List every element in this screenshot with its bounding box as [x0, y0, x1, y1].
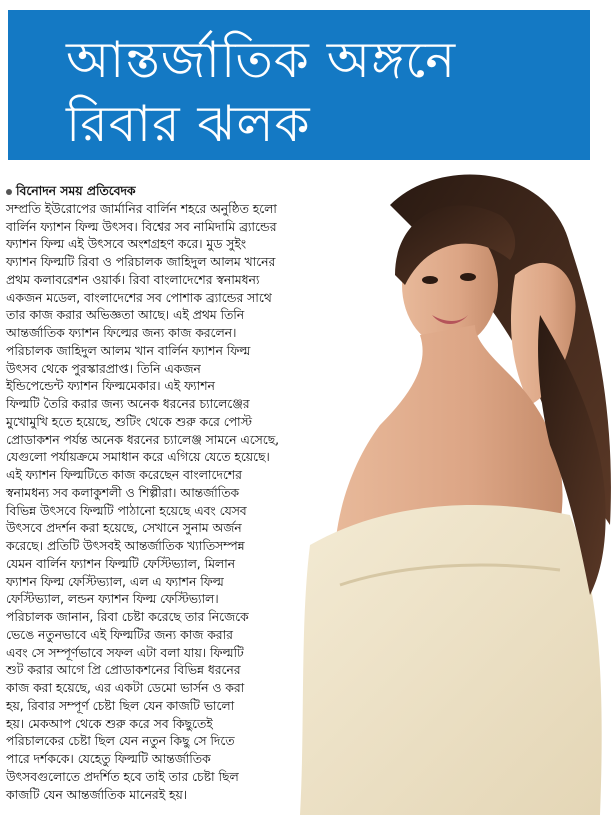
article-line: এবং সে সম্পূর্ণভাবে সফল এটা বলা যায়। ফিল্মটি: [6, 645, 244, 660]
article-line: ফ্যাশন ফিল্মটি রিবা ও পরিচালক জাহিদুল আলম খানের: [6, 255, 276, 269]
article-line: কাজ করা হয়েছে, এর একটা ডেমো ভার্সন ও করা: [6, 681, 245, 695]
article-line: শুট করার আগে প্রি প্রোডাকশনের বিভিন্ন ধরনের: [6, 663, 241, 678]
headline-box: [8, 10, 590, 160]
article-lines: [6, 201, 378, 805]
article-line: যেমন বার্লিন ফ্যাশন ফিল্মটি ফেস্টিভ্যাল, মিলান: [6, 556, 235, 571]
article-line: বিভিন্ন উৎসবে ফিল্মটি পাঠানো হয়েছে এবং যেসব: [6, 503, 247, 518]
article-line: পরিচালকের চেষ্টা ছিল যেন নতুন কিছু সে দিতে: [6, 734, 235, 749]
article-line: হয়, রিবার সম্পূর্ণ চেষ্টা ছিল যেন কাজটি ভালো: [6, 698, 235, 713]
article-line: স্বনামধন্য সব কলাকুশলী ও শিল্পীরা। আন্তর্জাতিক: [6, 485, 240, 500]
article-line: যেগুলো পর্যায়ক্রমে সমাধান করে এগিয়ে যেতে হয়েছে।: [6, 450, 270, 465]
bullet-icon: [6, 189, 12, 195]
article-line: প্রোডাকশন পর্যন্ত অনেক ধরনের চ্যালেঞ্জ সামনে এসেছে,: [6, 432, 280, 447]
byline: [6, 183, 378, 201]
article-line: ফ্যাশন ফিল্ম ফেস্টিভ্যাল, এল এ ফ্যাশন ফিল্ম: [6, 574, 224, 589]
article-line: সম্প্রতি ইউরোপের জার্মানির বার্লিন শহরে অনুষ্ঠিত হলো: [6, 201, 277, 216]
article-line: প্রথম কলাবরেশন ওয়ার্ক। রিবা বাংলাদেশের স্বনামধন্য: [6, 272, 260, 287]
article-line: ফ্যাশন ফিল্ম এই উৎসবে অংশগ্রহণ করে। মুড সুইং: [6, 237, 247, 252]
article-line: উৎসব থেকে পুরস্কারপ্রাপ্ত। তিনি একজন: [6, 361, 201, 376]
article-line: উৎসবে প্রদর্শন করা হয়েছে, সেখানে সুনাম অর্জন: [6, 521, 242, 536]
article-line: পরিচালক জানান, রিবা চেষ্টা করেছে তার নিজেকে: [6, 610, 249, 624]
article-line: তার কাজ করার অভিজ্ঞতা আছে। এই প্রথম তিনি: [6, 308, 245, 323]
article-line: মুখোমুখি হতে হয়েছে, শুটিং থেকে শুরু করে পোস্ট: [6, 414, 252, 429]
article-line: ভেঙে নতুনভাবে এই ফিল্মটির জন্য কাজ করার: [6, 627, 233, 642]
article-line: আন্তর্জাতিক ফ্যাশন ফিল্মের জন্য কাজ করলেন।: [6, 326, 237, 340]
article-line: করেছে। প্রতিটি উৎসবই আন্তর্জাতিক খ্যাতিসম্পন্ন: [6, 539, 245, 553]
article-line: পারে দর্শককে। যেহেতু ফিল্মটি আন্তর্জাতিক: [6, 752, 211, 766]
article-line: উৎসবগুলোতে প্রদর্শিত হবে তাই তার চেষ্টা ছিল: [6, 769, 239, 784]
article-line: ফেস্টিভ্যাল, লন্ডন ফ্যাশন ফিল্ম ফেস্টিভ্যাল।: [6, 592, 219, 607]
byline-text: বিনোদন সময় প্রতিবেদক: [16, 184, 136, 198]
article-line: ইন্ডিপেন্ডেন্ট ফ্যাশন ফিল্মমেকার। এই ফ্যাশন: [6, 379, 215, 394]
article-line: এই ফ্যাশন ফিল্মটিতে কাজ করেছেন বাংলাদেশের: [6, 468, 242, 482]
article-line: বার্লিন ফ্যাশন ফিল্ম উৎসব। বিশ্বের সব নামিদামি ব্র্যান্ডের: [6, 219, 277, 234]
article-line: একজন মডেল, বাংলাদেশের সব পোশাক ব্র্যান্ডের সাথে: [6, 290, 272, 305]
article-body: [6, 183, 378, 804]
headline-line-1: আন্তর্জাতিক অঙ্গনে: [66, 31, 457, 89]
headline-line-2: রিবার ঝলক: [66, 95, 311, 153]
article-line: কাজটি যেন আন্তর্জাতিক মানেরই হয়।: [6, 787, 188, 802]
article-line: পরিচালক জাহিদুল আলম খান বার্লিন ফ্যাশন ফিল্ম: [6, 343, 251, 358]
article-line: ফিল্মটি তৈরি করার জন্য অনেক ধরনের চ্যালেঞ্জের: [6, 397, 250, 411]
article-line: হয়। মেকআপ থেকে শুরু করে সব কিছুতেই: [6, 716, 213, 731]
